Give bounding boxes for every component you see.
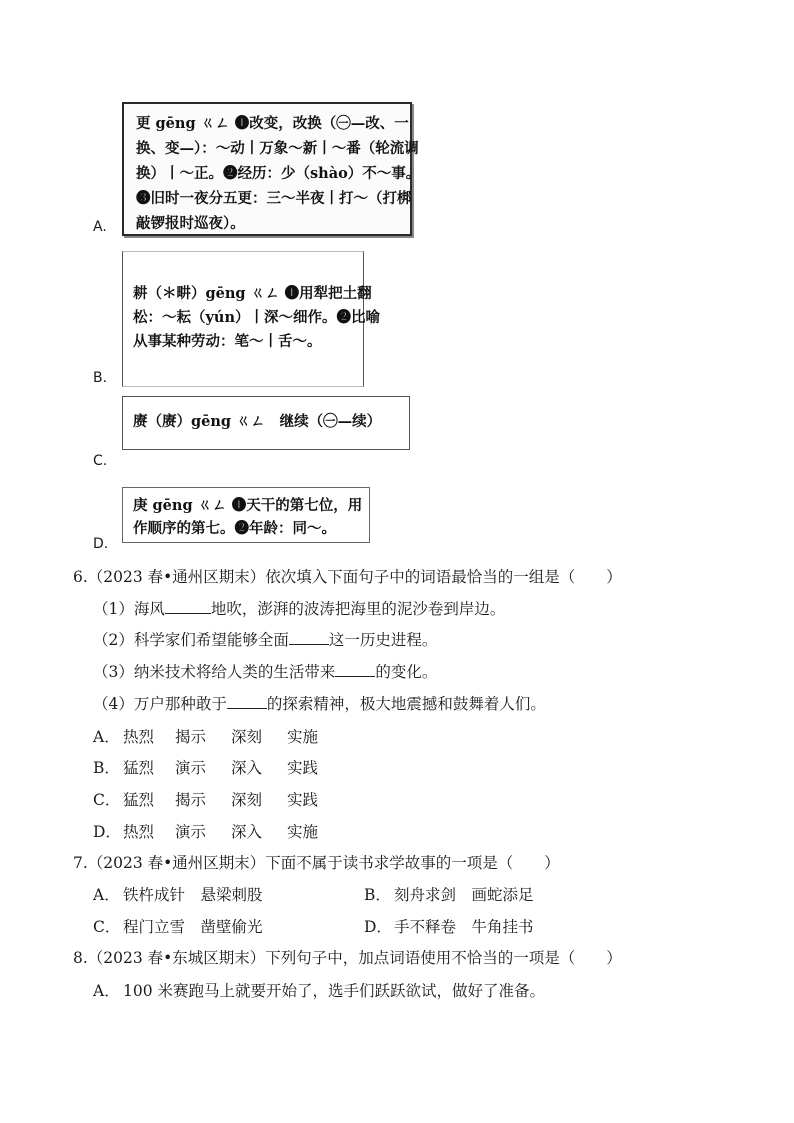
- choice-word: 猛烈: [123, 759, 155, 777]
- sentence-text: （3）纳米技术将给人类的生活带来: [93, 663, 336, 681]
- choice-letter: C．: [93, 918, 121, 936]
- choice-letter: D．: [93, 823, 121, 841]
- choice-word: 演示: [175, 759, 207, 777]
- sentence-1: [93, 599, 505, 619]
- choice-word: 实践: [287, 759, 319, 777]
- dictionary-entry-c: [122, 396, 410, 450]
- entry-line: 敲锣报时巡夜）。: [136, 215, 245, 232]
- q7-choice-a[interactable]: [93, 885, 263, 905]
- entry-line: 松：～耘（yún）丨深～细作。❷比喻: [133, 309, 381, 326]
- choice-word: 深刻: [231, 791, 263, 809]
- sentence-text: 地吹，澎湃的波涛把海里的泥沙卷到岸边。: [210, 600, 506, 618]
- choice-word: 深入: [231, 759, 263, 777]
- answer-blank[interactable]: [227, 694, 267, 709]
- entry-line: 作顺序的第七。❷年龄：同～。: [133, 520, 336, 537]
- choice-word: 揭示: [175, 728, 207, 746]
- dictionary-entry-d: [122, 487, 370, 543]
- sentence-2: [93, 630, 437, 650]
- choice-text: 100 米赛跑马上就要开始了，选手们跃跃欲试，做好了准备。: [123, 982, 546, 1000]
- sentence-text: 的变化。: [375, 663, 438, 681]
- entry-line: 从事某种劳动：笔～丨舌～。: [133, 333, 322, 350]
- choice-word: 实践: [287, 791, 319, 809]
- option-letter[interactable]: C.: [93, 453, 108, 469]
- choice-word: 猛烈: [123, 791, 155, 809]
- q8-choice-a[interactable]: [93, 981, 545, 1001]
- q7-choice-c[interactable]: [93, 917, 263, 937]
- q6-choice-a[interactable]: [93, 727, 318, 747]
- q6-choice-d[interactable]: [93, 822, 318, 842]
- choice-text: 程门立雪 凿壁偷光: [123, 918, 263, 936]
- sentence-text: （1）海风: [93, 600, 165, 618]
- entry-line: ❸旧时一夜分五更：三～半夜丨打～（打梆: [136, 190, 412, 207]
- entry-line: 换、变—）：～动丨万象～新丨～番（轮流调: [136, 140, 419, 157]
- q6-choice-b[interactable]: [93, 758, 318, 778]
- choice-word: 揭示: [175, 791, 207, 809]
- question-8-stem: 8.（2023 春•东城区期末）下列句子中，加点词语使用不恰当的一项是（ ）: [73, 949, 622, 967]
- option-letter[interactable]: B.: [93, 370, 108, 386]
- q6-choice-c[interactable]: [93, 790, 318, 810]
- choice-word: 演示: [175, 823, 207, 841]
- question-6-stem: 6.（2023 春•通州区期末）依次填入下面句子中的词语最恰当的一组是（ ）: [73, 568, 622, 586]
- choice-text: 刻舟求剑 画蛇添足: [394, 886, 534, 904]
- sentence-4: [93, 694, 546, 714]
- choice-word: 实施: [287, 823, 319, 841]
- choice-word: 热烈: [123, 823, 155, 841]
- choice-word: 热烈: [123, 728, 155, 746]
- sentence-3: [93, 662, 437, 682]
- sentence-text: 的探索精神，极大地震撼和鼓舞着人们。: [266, 695, 546, 713]
- q7-choice-d[interactable]: [364, 917, 534, 937]
- choice-text: 手不释卷 牛角挂书: [394, 918, 534, 936]
- dictionary-entry-b: [122, 251, 381, 387]
- choice-letter: C．: [93, 791, 121, 809]
- option-letter[interactable]: D.: [93, 536, 109, 552]
- choice-word: 实施: [287, 728, 319, 746]
- q7-choice-b[interactable]: [364, 885, 534, 905]
- sentence-text: （4）万户那种敢于: [93, 695, 227, 713]
- answer-blank[interactable]: [289, 630, 329, 645]
- choice-text: 铁杵成针 悬梁刺股: [123, 886, 263, 904]
- entry-line: 更 gēng ㄍㄥ ❶改变，改换（㊀—改、一: [136, 115, 409, 132]
- choice-word: 深刻: [231, 728, 263, 746]
- choice-letter: A．: [93, 728, 120, 746]
- choice-word: 深入: [231, 823, 263, 841]
- choice-letter: A．: [93, 982, 120, 1000]
- dictionary-entry-a: [122, 102, 421, 236]
- entry-line: 庚 gēng ㄍㄥ ❶天干的第七位，用: [133, 497, 363, 514]
- sentence-text: （2）科学家们希望能够全面: [93, 631, 289, 649]
- option-letter[interactable]: A.: [93, 219, 107, 235]
- entry-line: 换）丨～正。❷经历：少（shào）不～事。: [136, 165, 421, 182]
- choice-letter: B．: [364, 886, 391, 904]
- question-7-stem: 7.（2023 春•通州区期末）下面不属于读书求学故事的一项是（ ）: [73, 854, 560, 872]
- entry-line: 赓（赓）gēng ㄍㄥ 继续（㊀—续）: [133, 413, 382, 430]
- entry-line: 耕（＊畊）gēng ㄍㄥ ❶用犁把土翻: [133, 285, 372, 302]
- answer-blank[interactable]: [165, 599, 211, 614]
- sentence-text: 这一历史进程。: [328, 631, 438, 649]
- answer-blank[interactable]: [335, 662, 375, 677]
- choice-letter: D．: [364, 918, 392, 936]
- choice-letter: A．: [93, 886, 120, 904]
- choice-letter: B．: [93, 759, 120, 777]
